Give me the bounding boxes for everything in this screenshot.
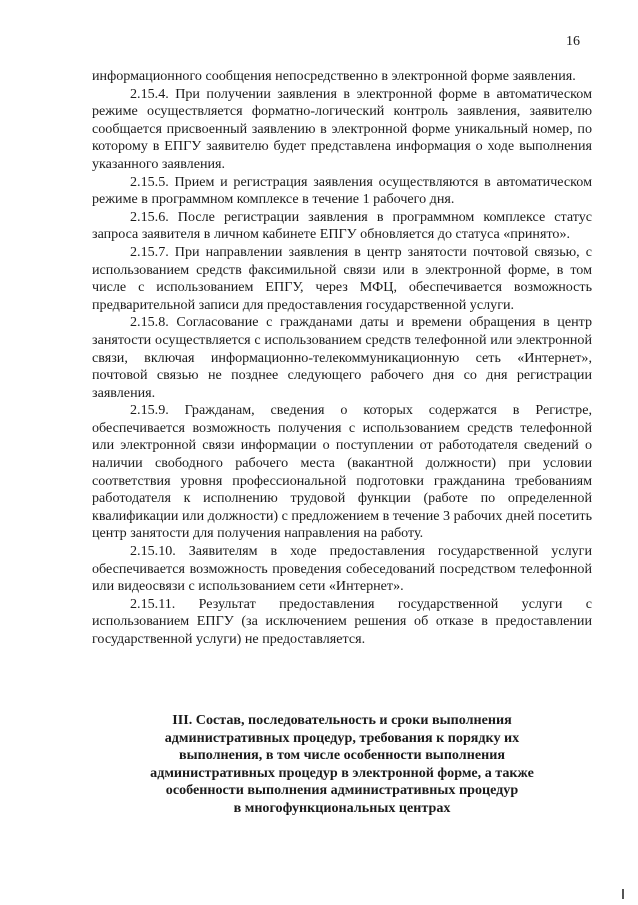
section-heading-line: административных процедур в электронной форме, а также: [150, 764, 534, 781]
section-heading-line: III. Состав, последовательность и сроки выполнения: [172, 712, 512, 728]
paragraph-2-15-4: 2.15.4. При получении заявления в электронной форме в автоматическом режиме осуществляется форматно-логический контроль заявления, заявителю сообщается присвоенный заявлению в электронной форме уникальный номер, по которому в ЕПГУ заявителю будет представлена информация о ходе выполнения указанного заявления.: [92, 85, 592, 172]
body-text: [92, 68, 592, 649]
paragraph-2-15-5: 2.15.5. Прием и регистрация заявления осуществляются в автоматическом режиме в программном комплексе в течение 1 рабочего дня.: [92, 173, 592, 208]
paragraph-2-15-9: 2.15.9. Гражданам, сведения о которых содержатся в Регистре, обеспечивается возможность получения с использованием средств телефонной или электронной связи информации о поступлении от работодателя сведений о наличии свободного рабочего места (вакантной должности) при условии соответствия уровня профессиональной подготовки гражданина требованиям работодателя к исполнению трудовой функции (работе по определенной квалификации или должности) с предложением в течение 3 рабочих дней посетить центр занятости для получения направления на работу.: [92, 402, 592, 542]
scan-edge-mark: [622, 889, 624, 899]
paragraph-2-15-10: 2.15.10. Заявителям в ходе предоставления государственной услуги обеспечивается возможность проведения собеседований посредством телефонной или видеосвязи с использованием сети «Интернет».: [92, 543, 592, 595]
section-heading-line: выполнения, в том числе особенности выполнения: [179, 747, 505, 764]
paragraph-2-15-6: 2.15.6. После регистрации заявления в программном комплексе статус запроса заявителя в личном кабинете ЕПГУ обновляется до статуса «принято».: [92, 208, 592, 243]
section-heading: [92, 712, 592, 818]
section-heading-line: особенности выполнения административных процедур: [165, 782, 519, 799]
section-heading-line: административных процедур, требования к порядку их: [164, 729, 520, 746]
section-heading-line: в многофункциональных центрах: [233, 799, 451, 816]
page-number: 16: [566, 34, 580, 49]
paragraph-2-15-11: 2.15.11. Результат предоставления государственной услуги с использованием ЕПГУ (за исключением решения об отказе в предоставлении государственной услуги) не предоставляется.: [92, 595, 592, 647]
paragraph-continuation: информационного сообщения непосредственно в электронной форме заявления.: [92, 68, 576, 84]
paragraph-2-15-7: 2.15.7. При направлении заявления в центр занятости почтовой связью, с использованием средств факсимильной связи или в электронной форме, в том числе с использованием ЕПГУ, через МФЦ, обеспечивается возможность предварительной записи для предоставления государственной услуги.: [92, 243, 592, 313]
paragraph-2-15-8: 2.15.8. Согласование с гражданами даты и времени обращения в центр занятости осуществляется с использованием средств телефонной или электронной связи, включая информационно-телекоммуникационную сеть «Интернет», почтовой связью не позднее следующего рабочего дня со дня регистрации заявления.: [92, 314, 592, 401]
